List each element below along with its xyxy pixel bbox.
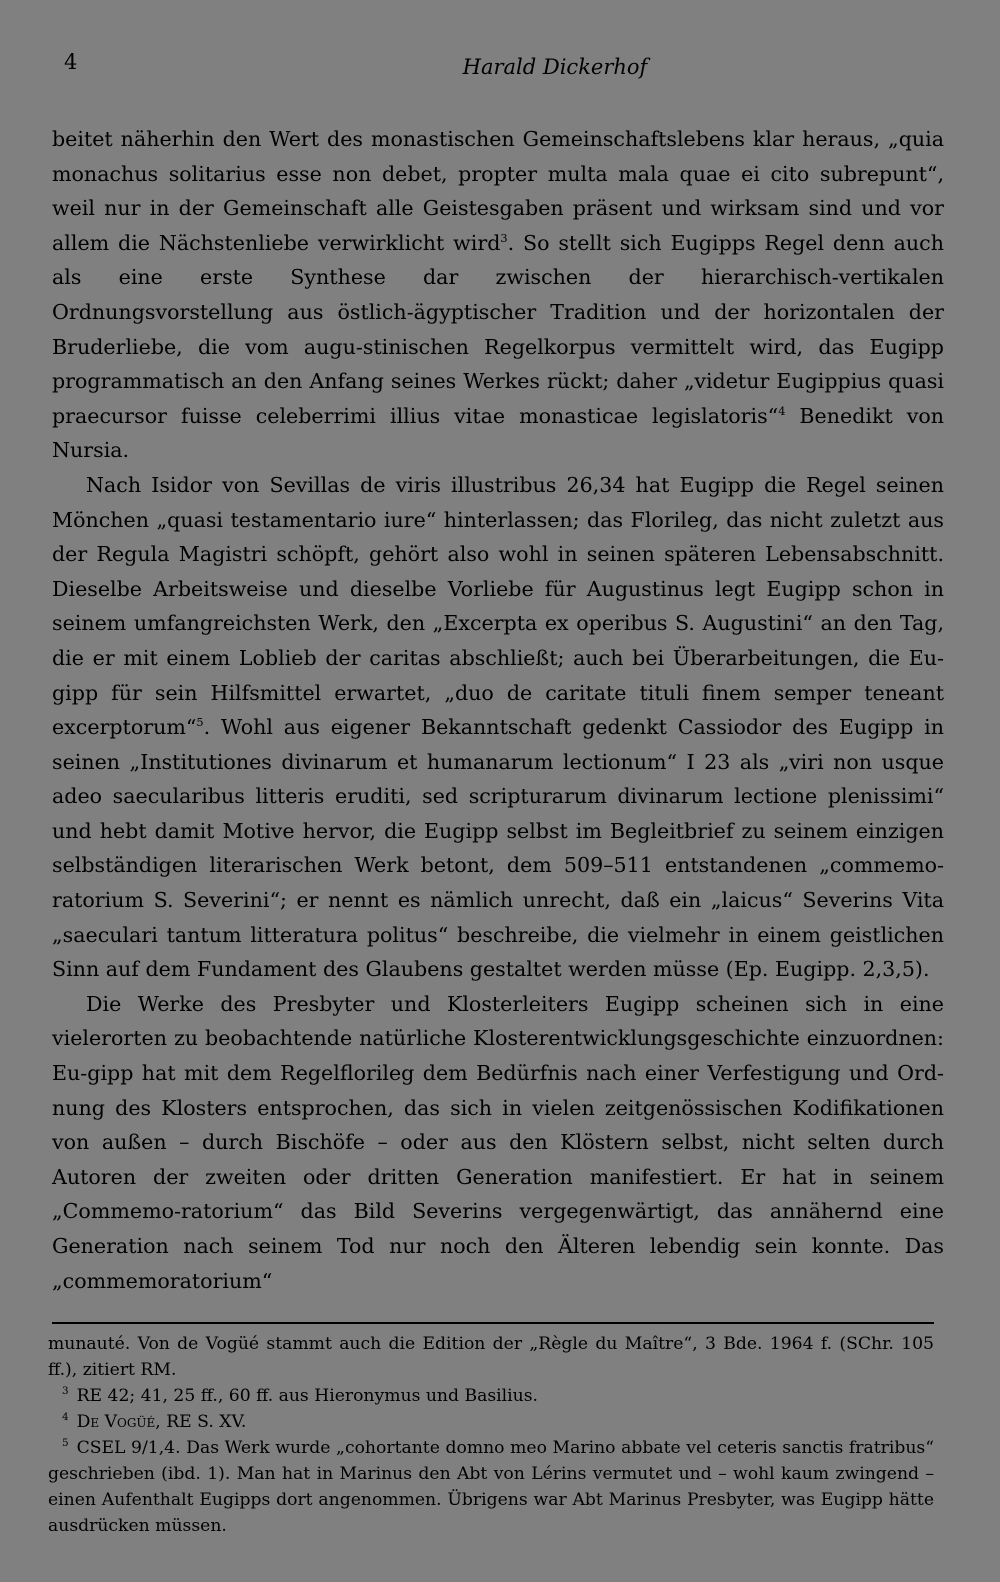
footnote-5-text: CSEL 9/1,4. Das Werk wurde „cohortante domno meo Marino abbate vel ceteris sanctis fratribus“ geschrieben (ibd. 1). Man hat in Marinus den Abt von Lérins vermutet und – wohl kaum zwingend – einen Aufenthalt Eugipps dort angenommen. Übrigens war Abt Marinus Presbyter, was Eugipp hätte ausdrücken müssen. bbox=[48, 1438, 934, 1536]
footnote-continuation: munauté. Von de Vogüé stammt auch die Edition der „Règle du Maître“, 3 Bde. 1964 f. (SChr. 105 ff.), zitiert RM. bbox=[48, 1334, 934, 1380]
main-text bbox=[52, 122, 944, 1298]
footnote-ref-4: 4 bbox=[778, 403, 786, 418]
footnotes bbox=[48, 1331, 934, 1539]
footnote-5 bbox=[48, 1435, 934, 1539]
footnote-ref-5: 5 bbox=[196, 715, 204, 730]
page-number: 4 bbox=[64, 50, 78, 74]
footnote-3 bbox=[48, 1383, 934, 1409]
paragraph-1 bbox=[52, 122, 944, 468]
paragraph-1-text-c: Benedikt von Nursia. bbox=[52, 403, 945, 463]
paragraph-3: Die Werke des Presbyter und Klosterleiters Eugipp scheinen sich in eine vielerorten zu beobachtende natürliche Klosterentwicklungsgeschichte einzuordnen: Eu-gipp hat mit dem Regelflorileg dem Bedürfnis nach einer Verfestigung und Ord-nung des Klosters entsprochen, das sich in vielen zeitgenössischen Kodifikationen von außen – durch Bischöfe – oder aus den Klöstern selbst, nicht selten durch Autoren der zweiten oder dritten Generation manifestiert. Er hat in seinem „Commemo-ratorium“ das Bild Severins vergegenwärtigt, das annähernd eine Generation nach seinem Tod nur noch den Älteren lebendig sein konnte. Das „commemoratorium“ bbox=[52, 991, 944, 1293]
paragraph-1-text-a: beitet näherhin den Wert des monastischen Gemeinschaftslebens klar heraus, „quia monachus solitarius esse non debet, propter multa mala quae ei cito subrepunt“, weil nur in der Gemeinschaft alle Geistesgaben präsent und wirksam sind und vor allem die Nächstenliebe verwirklicht wird bbox=[52, 127, 944, 255]
footnote-3-mark: 3 bbox=[62, 1385, 69, 1398]
footnote-divider bbox=[52, 1322, 934, 1324]
footnote-4-text: , RE S. XV. bbox=[155, 1412, 247, 1432]
footnote-4-author: De Vogüé bbox=[76, 1412, 156, 1432]
footnote-ref-3: 3 bbox=[500, 230, 508, 245]
paragraph-2 bbox=[52, 468, 944, 987]
footnote-3-text: RE 42; 41, 25 ff., 60 ff. aus Hieronymus und Basilius. bbox=[76, 1386, 539, 1406]
footnote-4 bbox=[48, 1409, 934, 1435]
paragraph-1-text-b: . So stellt sich Eugipps Regel denn auch als eine erste Synthese dar zwischen der hierarchisch-vertikalen Ordnungsvorstellung aus östlich-ägyptischer Tradition und der horizontalen der Bruderliebe, die vom augu-stinischen Regelkorpus vermittelt wird, das Eugipp programmatisch an den Anfang seines Werkes rückt; daher „videtur Eugippius quasi praecursor fuisse celeberrimi illius vitae monasticae legislatoris“ bbox=[52, 230, 944, 428]
footnote-4-mark: 4 bbox=[62, 1411, 69, 1424]
footnote-5-mark: 5 bbox=[62, 1437, 69, 1450]
paragraph-2-text-a: Nach Isidor von Sevillas de viris illustribus 26,34 hat Eugipp die Regel seinen Mönchen „quasi testamentario iure“ hinterlassen; das Florileg, das nicht zuletzt aus der Regula Magistri schöpft, gehört also wohl in seinen späteren Lebensabschnitt. Dieselbe Arbeitsweise und dieselbe Vorliebe für Augustinus legt Eugipp schon in seinem umfangreichsten Werk, den „Excerpta ex operibus S. Augustini“ an den Tag, die er mit einem Loblieb der caritas abschließt; auch bei Überarbeitungen, die Eu-gipp für sein Hilfsmittel erwartet, „duo de caritate tituli finem semper teneant excerptorum“ bbox=[52, 472, 944, 740]
running-head-author: Harald Dickerhof bbox=[462, 55, 648, 79]
paragraph-2-text-b: . Wohl aus eigener Bekanntschaft gedenkt Cassiodor des Eugipp in seinen „Institutiones divinarum et humanarum lectionum“ I 23 als „viri non usque adeo saecularibus litteris eruditi, sed scripturarum divinarum lectione plenissimi“ und hebt damit Motive hervor, die Eugipp selbst im Begleitbrief zu seinem einzigen selbständigen literarischen Werk betont, dem 509–511 entstandenen „commemo-ratorium S. Severini“; er nennt es nämlich unrecht, daß ein „laicus“ Severins Vita „saeculari tantum litteratura politus“ beschreibe, die vielmehr in einem geistlichen Sinn auf dem Fundament des Glaubens gestaltet werden müsse (Ep. Eugipp. 2,3,5). bbox=[52, 715, 944, 982]
